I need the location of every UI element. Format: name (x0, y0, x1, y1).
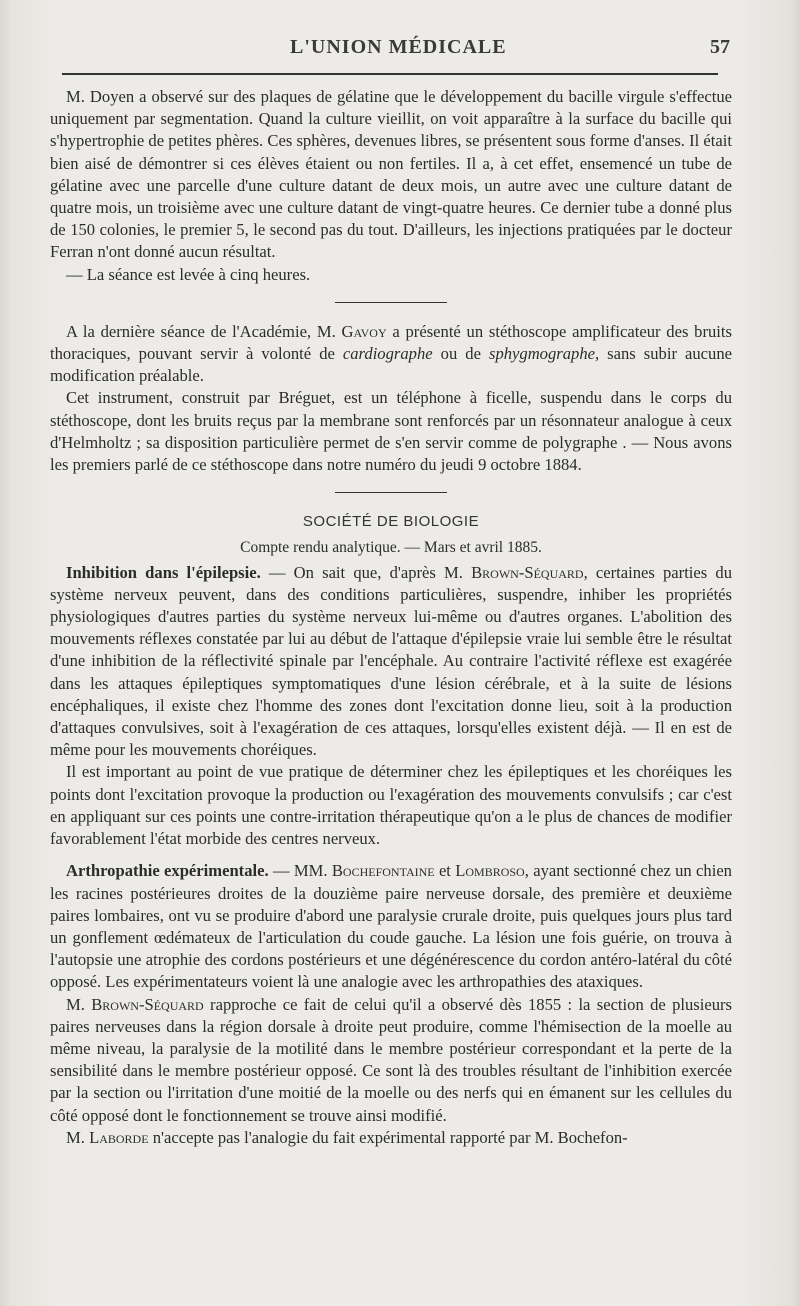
text-span: M. (66, 1127, 90, 1147)
text-span: — On sait que, d'après M. (260, 562, 472, 582)
author-name: Lombroso (455, 861, 525, 881)
text-span: rapproche ce fait de celui qu'il a observé dès 1855 : la section de plusieurs paires nerveuses dans la région dorsale à droite peut produire, comme l'hémisection de la moelle au même niveau, la paralysie de la motilité dans le membre postérieur correspondant et la perte de la sensibilité dans le membre postérieur opposé. Ce sont là des troubles résultant de l'inhibition exercée par la section ou l'irritation d'une moitié de la moelle ou des nerfs qui en émanent sur les cellules du côté opposé dont le fonctionnement se trouve ainsi modifié. (50, 994, 732, 1125)
article-body (50, 86, 732, 1149)
author-name: Brown-Séquard (91, 994, 204, 1014)
run-in-title: Inhibition dans l'épilepsie. (66, 562, 261, 582)
section-subheading: Compte rendu analytique. — Mars et avril 1885. (240, 539, 542, 557)
text-span: ou de (432, 344, 489, 364)
page-header (60, 36, 730, 62)
spacer (50, 850, 732, 860)
term-cardiographe: cardiographe (342, 344, 433, 364)
author-name: Laborde (89, 1127, 149, 1147)
paragraph-laborde (50, 1127, 732, 1149)
paragraph-doyen: M. Doyen a observé sur des plaques de gélatine que le développement du bacille virgule s'effectue uniquement par segmentation. Quand la culture vieillit, on voit apparaître à la surface du bacille qui s'hypertrophie de petites phères. Ces sphères, devenues libres, se présentent sous forme d'anses. Il était bien aisé de démontrer si ces élèves étaient ou non fertiles. Il a, à cet effet, ensemencé un tube de gélatine avec une parcelle d'une culture datant de deux mois, un autre avec une culture datant de quatre mois, un troisième avec une culture datant de vingt-quatre heures. Ce dernier tube a donné plus de 150 colonies, le premier 5, le second pas du tout. D'ailleurs, les injections pratiquées par le docteur Ferran n'ont donné aucun résultat. (50, 87, 732, 262)
paragraph-brown-sequard (50, 994, 732, 1127)
paragraph-important: Il est important au point de vue pratique de déterminer chez les épileptiques et les choréiques les points dont l'excitation provoque la production ou l'exagération des mouvements convulsifs ; car c'est en appliquant sur ces points une contre-irritation thérapeutique qu'on a le plus de chances de modifier favorablement l'état morbide des centres nerveux. (50, 762, 732, 849)
run-in-title: Arthropathie expérimentale. (66, 861, 269, 881)
text-span: , certaines parties du système nerveux peuvent, dans des conditions particulières, suspendre, inhiber les propriétés physiologiques d'autres parties du système nerveux lui-même ou d'autres organes. L'abolition des mouvements réflexes constatée par lui au début de l'attaque d'épilepsie vraie lui semble être le résultat d'une inhibition de la réflectivité spinale par l'encéphale. Au contraire l'activité réflexe est exagérée dans les attaques épileptiques symptomatiques d'une lésion cérébrale, et à la suite de lésions encéphaliques, il existe chez l'homme des zones dont l'excitation donne lieu, soit à la production d'attaques convulsives, soit à l'exagération de ces attaques, lorsqu'elles existent déjà. — Il en est de même pour les mouvements choréiques. (50, 562, 732, 760)
text-span: — MM. (268, 861, 332, 881)
text-span: n'accepte pas l'analogie du fait expérimental rapporté par M. Bochefon- (148, 1127, 628, 1147)
paragraph-arthropathie (50, 860, 732, 993)
paragraph-stethoscope (50, 321, 732, 388)
header-rule (62, 73, 718, 75)
paragraph-inhibition (50, 562, 732, 762)
text-span: M. (66, 994, 92, 1014)
text-span: et (434, 861, 456, 881)
section-heading: SOCIÉTÉ DE BIOLOGIE (302, 513, 480, 531)
author-name: Gavoy (341, 321, 387, 341)
author-name: Brown-Séquard (471, 562, 584, 582)
author-name: Bochefontaine (331, 861, 435, 881)
running-title: L'UNION MÉDICALE (290, 36, 507, 58)
separator-rule (335, 302, 447, 303)
term-sphygmographe: sphygmographe, (488, 344, 600, 364)
separator-rule (335, 492, 447, 493)
page-number: 57 (710, 36, 730, 58)
text-span: a présenté un stéthoscope amplificateur des bruits thoraciques, pouvant servir à volonté de (50, 321, 732, 364)
paragraph-instrument: Cet instrument, construit par Bréguet, est un téléphone à ficelle, suspendu dans le corps du stéthoscope, dont les bruits reçus par la membrane sont renforcés par un résonnateur analogue à ceux d'Helmholtz ; sa disposition particulière permet de s'en servir comme de polygraphe . — Nous avons les premiers parlé de ce stéthoscope dans notre numéro du jeudi 9 octobre 1884. (50, 388, 732, 475)
text-span: , ayant sectionné chez un chien les racines postérieures droites de la douzième paire nerveuse dorsale, des première et deuxième paires lombaires, ont vu se produire d'abord une paralysie crurale droite, puis quelques jours plus tard un gonflement œdémateux de l'articulation du coude gauche. La lésion une fois guérie, on trouva à l'autopsie une atrophie des cordons postérieurs et une dégénérescence du cordon antéro-latéral du côté opposé. Les expérimentateurs voient là une analogie avec les arthropathies des ataxiques. (50, 861, 732, 992)
paragraph-seance-levee: — La séance est levée à cinq heures. (66, 264, 311, 284)
text-span: A la dernière séance de l'Académie, M. (66, 321, 342, 341)
text-span: sans subir aucune modification préalable. (50, 344, 732, 386)
